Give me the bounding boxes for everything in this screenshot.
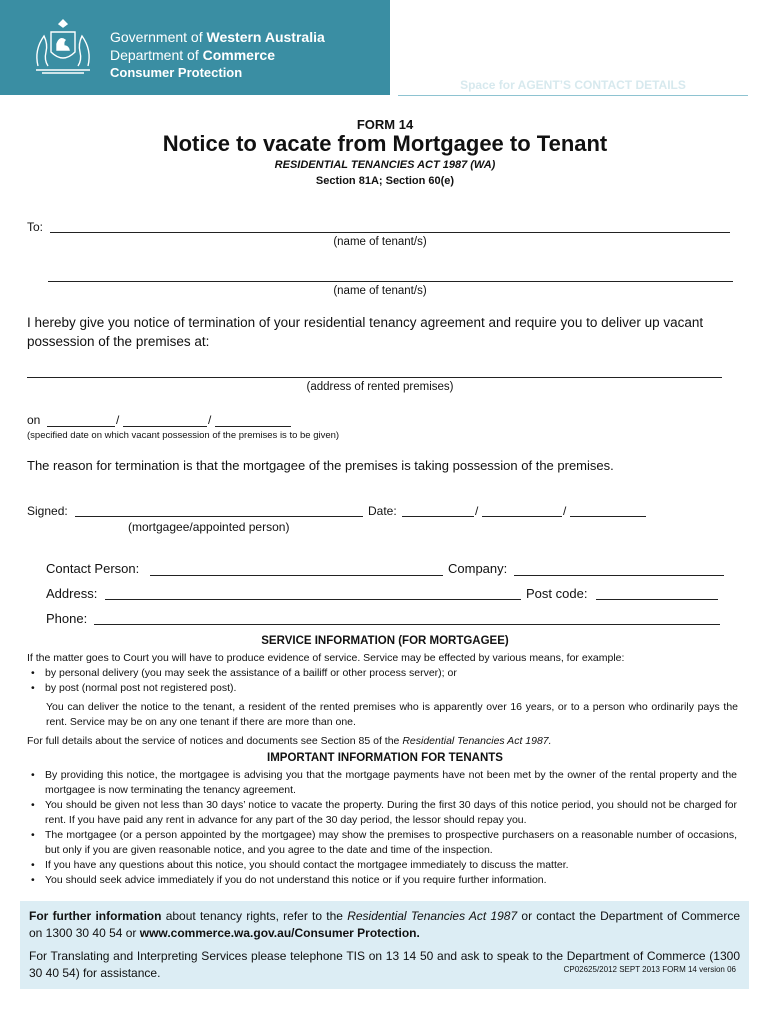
date-separator: / bbox=[475, 504, 479, 518]
agent-contact-space[interactable]: Space for AGENT’S CONTACT DETAILS bbox=[398, 78, 748, 96]
further-info-part: about tenancy rights, refer to the bbox=[161, 909, 348, 923]
date-label: Date: bbox=[368, 504, 397, 518]
date-separator: / bbox=[563, 504, 567, 518]
dept-prefix: Department of bbox=[110, 47, 203, 63]
company-label: Company: bbox=[448, 561, 508, 576]
service-deliver-text: You can deliver the notice to the tenant, a resident of the rented premises who is apparently over 16 years, or to a person who ordinarily pays the rent. Service may be on any one tenant if there are more than one. bbox=[46, 701, 738, 728]
reason-text: The reason for termination is that the mortgagee of the premises is taking possession of the premises. bbox=[27, 458, 614, 473]
phone-field[interactable] bbox=[94, 624, 720, 625]
full-details-text: For full details about the service of notices and documents see Section 85 of the bbox=[27, 735, 403, 747]
full-details-act: Residential Tenancies Act 1987. bbox=[402, 735, 552, 747]
phone-label: Phone: bbox=[46, 611, 88, 626]
division-name: Consumer Protection bbox=[110, 65, 243, 80]
further-info-text bbox=[29, 908, 740, 942]
wa-coat-of-arms-icon bbox=[28, 16, 98, 76]
date-separator: / bbox=[116, 413, 120, 427]
service-intro: If the matter goes to Court you will have to produce evidence of service. Service may be effected by various means, for example: bbox=[27, 652, 625, 664]
list-item: • If you have any questions about this notice, you should contact the mortgagee immediately to discuss the matter. bbox=[27, 858, 737, 873]
gov-prefix: Government of bbox=[110, 29, 207, 45]
vacate-day-field[interactable] bbox=[47, 426, 115, 427]
notice-text: I hereby give you notice of termination of your residential tenancy agreement and require you to deliver up vacant possession of the premises at: bbox=[27, 315, 704, 349]
important-bullets bbox=[27, 768, 737, 888]
tenant-caption-2: (name of tenant/s) bbox=[333, 285, 427, 297]
postcode-label: Post code: bbox=[526, 586, 588, 601]
vacate-year-field[interactable] bbox=[215, 426, 291, 427]
list-item: • by post (normal post not registered post). bbox=[27, 681, 747, 696]
address-caption: (address of rented premises) bbox=[306, 381, 454, 393]
further-info-act: Residential Tenancies Act 1987 bbox=[347, 909, 518, 923]
date-caption: (specified date on which vacant possession of the premises is to be given) bbox=[27, 430, 340, 441]
signature-field[interactable] bbox=[75, 516, 363, 517]
website-link[interactable]: www.commerce.wa.gov.au/Consumer Protection. bbox=[139, 926, 420, 940]
further-info-lead: For further information bbox=[29, 909, 162, 923]
vacate-month-field[interactable] bbox=[123, 426, 207, 427]
service-bullets bbox=[27, 666, 747, 696]
list-item: • By providing this notice, the mortgagee is advising you that the mortgage payments have not been met by the owner of the rental property and the mortgagee is now terminating the tenancy agreement. bbox=[27, 768, 737, 798]
tis-text: For Translating and Interpreting Services please telephone TIS on 13 14 50 and ask to speak to the Department of Commerce (1300 30 40 54) for assistance. bbox=[29, 949, 740, 980]
company-field[interactable] bbox=[514, 575, 724, 576]
form-ref-code: CP02625/2012 SEPT 2013 FORM 14 version 06 bbox=[563, 965, 736, 974]
dept-name: Commerce bbox=[202, 47, 275, 63]
tenant-name-field-1[interactable] bbox=[50, 232, 730, 233]
on-label: on bbox=[27, 413, 41, 427]
tenant-name-field-2[interactable] bbox=[48, 281, 733, 282]
list-item: • The mortgagee (or a person appointed by the mortgagee) may show the premises to prospective purchasers on a reasonable number of occasions, but only if you are given reasonable notice, and you agree to the date and time of the inspection. bbox=[27, 828, 737, 858]
date-separator: / bbox=[208, 413, 212, 427]
premises-address-field[interactable] bbox=[27, 377, 722, 378]
page-title: Notice to vacate from Mortgagee to Tenant bbox=[162, 131, 608, 156]
further-info-part: or contact the Department of Commerce on 1300 30 40 54 or bbox=[29, 909, 740, 940]
gov-state: Western Australia bbox=[206, 29, 325, 45]
contact-address-field[interactable] bbox=[105, 599, 521, 600]
signed-year-field[interactable] bbox=[570, 516, 646, 517]
form-number: FORM 14 bbox=[356, 117, 414, 132]
header-band bbox=[0, 0, 390, 95]
list-item: • by personal delivery (you may seek the assistance of a bailiff or other process server); or bbox=[27, 666, 747, 681]
to-label: To: bbox=[27, 220, 44, 234]
tenant-caption-1: (name of tenant/s) bbox=[333, 236, 427, 248]
list-item: • You should seek advice immediately if you do not understand this notice or if you require further information. bbox=[27, 873, 737, 888]
postcode-field[interactable] bbox=[596, 599, 718, 600]
section-ref: Section 81A; Section 60(e) bbox=[315, 175, 455, 187]
signed-day-field[interactable] bbox=[402, 516, 474, 517]
signed-month-field[interactable] bbox=[482, 516, 562, 517]
important-heading: IMPORTANT INFORMATION FOR TENANTS bbox=[267, 752, 503, 764]
service-full-details bbox=[27, 734, 747, 749]
act-name: RESIDENTIAL TENANCIES ACT 1987 (WA) bbox=[274, 159, 496, 171]
list-item: • You should be given not less than 30 days’ notice to vacate the property. During the first 30 days of this notice period, you should not be charged for rent. If you have paid any rent in advance for any part of the 30 day period, the lessor should repay you. bbox=[27, 798, 737, 828]
further-info-box bbox=[20, 901, 749, 989]
contact-person-label: Contact Person: bbox=[46, 561, 140, 576]
signed-caption: (mortgagee/appointed person) bbox=[128, 520, 290, 534]
signed-label: Signed: bbox=[27, 504, 68, 518]
service-heading: SERVICE INFORMATION (FOR MORTGAGEE) bbox=[261, 635, 509, 647]
contact-person-field[interactable] bbox=[150, 575, 443, 576]
address-label: Address: bbox=[46, 586, 98, 601]
